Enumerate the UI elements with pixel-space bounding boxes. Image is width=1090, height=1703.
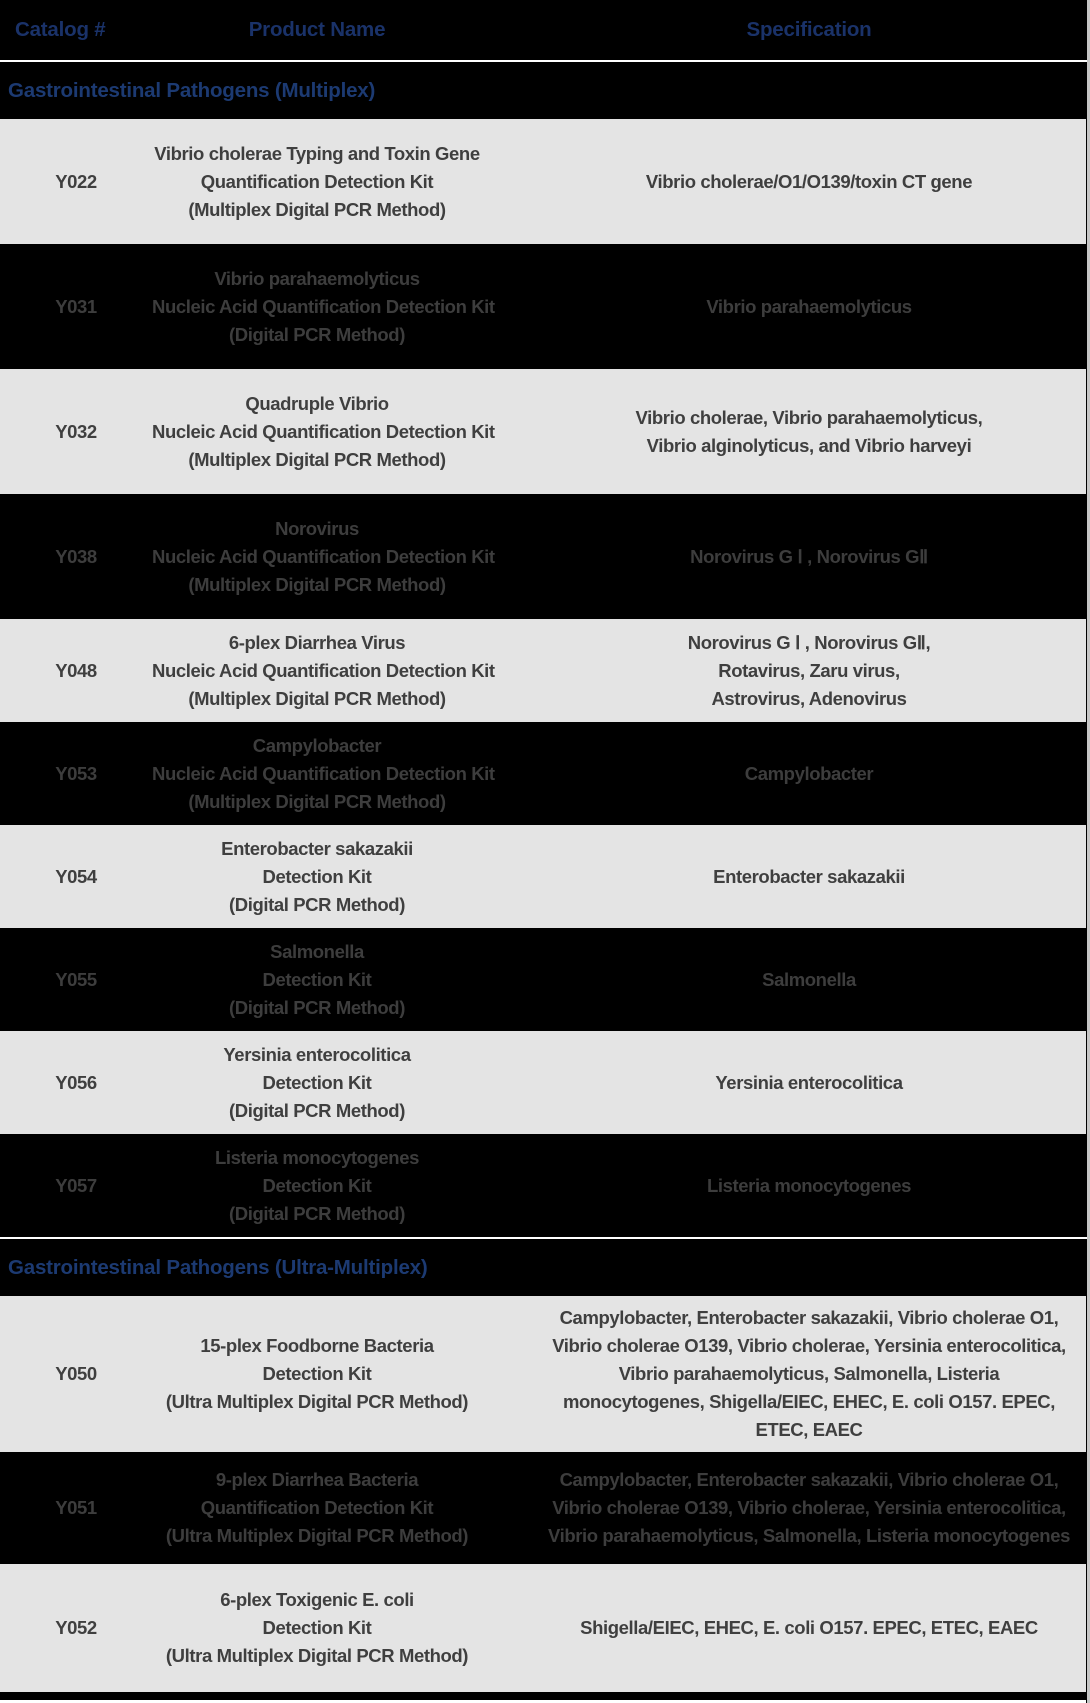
catalog-cell xyxy=(0,928,152,1031)
catalog-cell xyxy=(0,494,152,619)
table-row xyxy=(0,1031,1086,1134)
product-name-cell xyxy=(152,1134,482,1237)
specification-cell xyxy=(482,1452,1086,1564)
catalog-number: Y032 xyxy=(55,420,97,442)
product-name-cell xyxy=(152,722,495,825)
product-name-line: (Digital PCR Method) xyxy=(229,893,405,915)
specification-line: Vibrio parahaemolyticus, Salmonella, Listeria xyxy=(618,1363,1000,1384)
specification-line: Enterobacter sakazakii xyxy=(713,865,905,887)
table-row xyxy=(0,1134,1086,1237)
catalog-number: Y054 xyxy=(55,865,97,887)
product-name-line: Detection Kit xyxy=(262,1617,372,1638)
product-name-line: (Digital PCR Method) xyxy=(229,996,405,1018)
catalog-cell xyxy=(0,619,152,722)
specification-cell xyxy=(482,722,1086,825)
specification-cell xyxy=(482,1564,1086,1692)
catalog-number: Y055 xyxy=(55,968,97,990)
specification-line: Norovirus G Ⅰ , Norovirus GⅡ, xyxy=(687,631,931,653)
product-name-cell xyxy=(152,1296,482,1452)
section-header-row xyxy=(0,1237,1090,1296)
product-name-line: (Multiplex Digital PCR Method) xyxy=(188,198,446,220)
specification-cell xyxy=(482,1296,1086,1452)
product-name-cell xyxy=(152,1452,482,1564)
product-name-line: 6-plex Diarrhea Virus xyxy=(228,631,406,653)
specification-line: Vibrio cholerae O139, Vibrio cholerae, Yersinia enterocolitica, xyxy=(552,1497,1066,1518)
specification-line: Vibrio cholerae, Vibrio parahaemolyticus, xyxy=(635,406,983,428)
table-row xyxy=(0,619,1086,722)
product-name-cell xyxy=(152,1564,482,1692)
product-name-line: Yersinia enterocolitica xyxy=(223,1043,411,1065)
catalog-number: Y050 xyxy=(55,1363,97,1384)
product-name-line: Nucleic Acid Quantification Detection Kit xyxy=(152,659,495,681)
product-name-line: Vibrio parahaemolyticus xyxy=(214,267,420,289)
product-name-line: Enterobacter sakazakii xyxy=(221,837,413,859)
product-name-line: Campylobacter xyxy=(252,734,382,756)
product-name-line: (Digital PCR Method) xyxy=(229,1099,405,1121)
specification-cell xyxy=(482,928,1086,1031)
product-name-cell xyxy=(152,619,495,722)
catalog-number: Y057 xyxy=(55,1174,97,1196)
table-header-row xyxy=(0,0,1086,60)
section-title: Gastrointestinal Pathogens (Ultra-Multiplex) xyxy=(8,1255,428,1279)
specification-line: Vibrio alginolyticus, and Vibrio harveyi xyxy=(646,434,972,456)
catalog-number: Y038 xyxy=(55,545,97,567)
product-name-line: Nucleic Acid Quantification Detection Kit xyxy=(152,545,495,567)
catalog-cell xyxy=(0,119,152,244)
specification-line: Astrovirus, Adenovirus xyxy=(711,687,907,709)
section-header-row xyxy=(0,60,1090,119)
table-body xyxy=(0,60,1090,1692)
specification-line: Vibrio parahaemolyticus, Salmonella, Listeria monocytogenes xyxy=(548,1525,1070,1546)
product-name-line: (Ultra Multiplex Digital PCR Method) xyxy=(165,1391,469,1412)
product-name-line: Quantification Detection Kit xyxy=(200,170,434,192)
catalog-number: Y048 xyxy=(55,659,97,681)
product-name-line: (Multiplex Digital PCR Method) xyxy=(188,687,446,709)
product-name-cell xyxy=(152,928,482,1031)
section-title: Gastrointestinal Pathogens (Multiplex) xyxy=(8,78,376,102)
product-name-line: Vibrio cholerae Typing and Toxin Gene xyxy=(154,142,480,164)
catalog-cell xyxy=(0,1564,152,1692)
product-name-line: Detection Kit xyxy=(262,1174,372,1196)
product-name-cell xyxy=(152,1031,482,1134)
section-block xyxy=(0,1237,1090,1692)
specification-line: Yersinia enterocolitica xyxy=(715,1071,903,1093)
specification-line: Vibrio cholerae O139, Vibrio cholerae, Yersinia enterocolitica, xyxy=(552,1335,1066,1356)
specification-cell xyxy=(482,119,1086,244)
catalog-number: Y056 xyxy=(55,1071,97,1093)
catalog-cell xyxy=(0,722,152,825)
product-name-line: 9-plex Diarrhea Bacteria xyxy=(215,1469,419,1490)
table-row xyxy=(0,244,1086,369)
table-row xyxy=(0,1564,1086,1692)
specification-line: Norovirus G Ⅰ , Norovirus GⅡ xyxy=(690,545,928,567)
product-name-line: (Ultra Multiplex Digital PCR Method) xyxy=(165,1525,469,1546)
catalog-cell xyxy=(0,1134,152,1237)
specification-cell xyxy=(482,244,1086,369)
specification-line: Shigella/EIEC, EHEC, E. coli O157. EPEC, ETEC, EAEC xyxy=(580,1617,1038,1638)
specification-line: Salmonella xyxy=(762,968,856,990)
specification-cell xyxy=(482,1134,1086,1237)
specification-line: Campylobacter, Enterobacter sakazakii, Vibrio cholerae O1, xyxy=(559,1307,1059,1328)
product-name-cell xyxy=(152,244,495,369)
product-name-line: (Multiplex Digital PCR Method) xyxy=(188,790,446,812)
catalog-number: Y031 xyxy=(55,295,97,317)
product-name-line: Nucleic Acid Quantification Detection Kit xyxy=(152,420,495,442)
table-row xyxy=(0,1296,1086,1452)
section-block xyxy=(0,60,1090,1237)
table-row xyxy=(0,825,1086,928)
specification-cell xyxy=(482,494,1086,619)
product-name-line: Detection Kit xyxy=(262,865,372,887)
catalog-number: Y052 xyxy=(55,1617,97,1638)
product-name-line: (Multiplex Digital PCR Method) xyxy=(188,573,446,595)
specification-line: Listeria monocytogenes xyxy=(706,1174,911,1196)
product-name-line: Detection Kit xyxy=(262,968,372,990)
specification-line: Rotavirus, Zaru virus, xyxy=(718,659,900,681)
catalog-number: Y022 xyxy=(55,170,97,192)
specification-line: Campylobacter, Enterobacter sakazakii, Vibrio cholerae O1, xyxy=(559,1469,1059,1490)
product-name-line: Quantification Detection Kit xyxy=(200,1497,434,1518)
specification-line: Vibrio parahaemolyticus xyxy=(706,295,912,317)
table-row xyxy=(0,119,1086,244)
specification-line: Vibrio cholerae/O1/O139/toxin CT gene xyxy=(645,170,973,192)
product-name-line: Nucleic Acid Quantification Detection Kit xyxy=(152,762,495,784)
product-name-cell xyxy=(152,119,482,244)
specification-cell xyxy=(482,369,1086,494)
catalog-cell xyxy=(0,825,152,928)
catalog-cell xyxy=(0,369,152,494)
catalog-cell xyxy=(0,1452,152,1564)
table-row xyxy=(0,722,1086,825)
product-name-cell xyxy=(152,494,495,619)
section-rows xyxy=(0,1296,1090,1692)
specification-line: monocytogenes, Shigella/EIEC, EHEC, E. coli O157. EPEC, xyxy=(562,1391,1056,1412)
specification-cell xyxy=(482,619,1086,722)
product-name-line: Salmonella xyxy=(270,940,364,962)
specification-line: ETEC, EAEC xyxy=(755,1419,863,1440)
product-name-line: (Multiplex Digital PCR Method) xyxy=(188,448,446,470)
product-name-line: Listeria monocytogenes xyxy=(214,1146,419,1168)
product-name-line: (Digital PCR Method) xyxy=(229,323,405,345)
specification-line: Campylobacter xyxy=(744,762,874,784)
table-row xyxy=(0,1452,1086,1564)
specification-cell xyxy=(482,825,1086,928)
table-row xyxy=(0,928,1086,1031)
specification-cell xyxy=(482,1031,1086,1134)
table-row xyxy=(0,369,1086,494)
product-name-line: 6-plex Toxigenic E. coli xyxy=(220,1589,414,1610)
product-name-line: Detection Kit xyxy=(262,1363,372,1384)
section-rows xyxy=(0,119,1090,1237)
catalog-number: Y053 xyxy=(55,762,97,784)
product-name-cell xyxy=(152,825,482,928)
product-name-cell xyxy=(152,369,495,494)
product-name-line: Nucleic Acid Quantification Detection Kit xyxy=(152,295,495,317)
catalog-number: Y051 xyxy=(55,1497,97,1518)
column-header-product-name: Product Name xyxy=(248,18,386,41)
column-header-catalog: Catalog # xyxy=(15,18,106,41)
catalog-cell xyxy=(0,244,152,369)
catalog-cell xyxy=(0,1296,152,1452)
product-name-line: (Digital PCR Method) xyxy=(229,1202,405,1224)
product-name-line: (Ultra Multiplex Digital PCR Method) xyxy=(165,1645,469,1666)
product-name-line: Detection Kit xyxy=(262,1071,372,1093)
column-header-specification: Specification xyxy=(746,18,872,41)
table-row xyxy=(0,494,1086,619)
product-name-line: Quadruple Vibrio xyxy=(245,392,389,414)
product-name-line: Norovirus xyxy=(275,517,359,539)
product-name-line: 15-plex Foodborne Bacteria xyxy=(200,1335,434,1356)
catalog-cell xyxy=(0,1031,152,1134)
